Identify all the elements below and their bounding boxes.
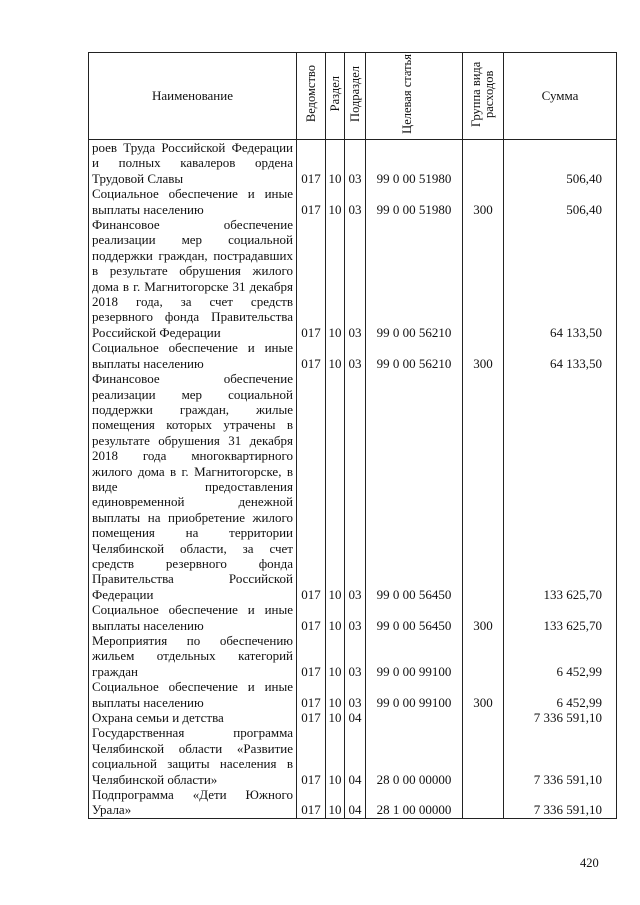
table-row [89, 710, 617, 725]
row-gruppa [463, 140, 504, 187]
header-gruppa: Группа вида расходов [469, 61, 496, 127]
row-tselevaya: 99 0 00 99100 [366, 679, 463, 710]
row-razdel: 10 [326, 787, 345, 818]
row-ved: 017 [297, 633, 326, 679]
row-ved: 017 [297, 787, 326, 818]
row-name: Охрана семьи и детства [89, 710, 297, 725]
row-tselevaya: 28 1 00 00000 [366, 787, 463, 818]
row-gruppa [463, 725, 504, 787]
row-podrazdel: 03 [345, 371, 366, 602]
row-sum: 7 336 591,10 [504, 787, 617, 818]
row-razdel: 10 [326, 371, 345, 602]
row-ved: 017 [297, 340, 326, 371]
row-ved: 017 [297, 140, 326, 187]
row-razdel: 10 [326, 725, 345, 787]
row-name: Государственная программа Челябинской области «Развитие социальной защиты населения в Челябинской области» [89, 725, 297, 787]
page-number: 420 [580, 856, 599, 870]
row-name: Финансовое обеспечение реализации мер социальной поддержки граждан, жилые помещения которых утрачены в результате обрушения 31 декабря 2018 года многоквартирного жилого дома в г. Магнитогорске, в виде предоставления единовременной денежной выплаты на приобретение жилого помещения на территории Челябинской области, за счет средств резервного фонда Правительства Российской Федерации [89, 371, 297, 602]
budget-table [88, 52, 617, 819]
row-sum: 64 133,50 [504, 340, 617, 371]
row-name: Мероприятия по обеспечению жильем отдельных категорий граждан [89, 633, 297, 679]
row-tselevaya: 99 0 00 56210 [366, 340, 463, 371]
row-gruppa: 300 [463, 186, 504, 217]
header-tselevaya-cell [366, 53, 463, 140]
row-podrazdel: 04 [345, 710, 366, 725]
row-podrazdel: 03 [345, 633, 366, 679]
row-razdel: 10 [326, 340, 345, 371]
row-ved: 017 [297, 186, 326, 217]
row-sum: 64 133,50 [504, 217, 617, 340]
table-row [89, 602, 617, 633]
row-razdel: 10 [326, 602, 345, 633]
row-sum: 6 452,99 [504, 679, 617, 710]
row-ved: 017 [297, 710, 326, 725]
row-tselevaya [366, 710, 463, 725]
table-header-row [89, 53, 617, 140]
row-gruppa [463, 633, 504, 679]
row-razdel: 10 [326, 140, 345, 187]
table-row [89, 186, 617, 217]
row-podrazdel: 03 [345, 140, 366, 187]
header-razdel-cell [326, 53, 345, 140]
row-razdel: 10 [326, 710, 345, 725]
table-row [89, 725, 617, 787]
row-name: Социальное обеспечение и иные выплаты населению [89, 340, 297, 371]
header-razdel: Раздел [328, 76, 342, 112]
row-gruppa [463, 787, 504, 818]
row-ved: 017 [297, 679, 326, 710]
row-sum: 133 625,70 [504, 602, 617, 633]
row-tselevaya: 99 0 00 51980 [366, 186, 463, 217]
row-gruppa [463, 217, 504, 340]
row-name: Социальное обеспечение и иные выплаты населению [89, 186, 297, 217]
row-razdel: 10 [326, 633, 345, 679]
row-sum: 7 336 591,10 [504, 725, 617, 787]
row-sum: 7 336 591,10 [504, 710, 617, 725]
row-ved: 017 [297, 217, 326, 340]
table-row [89, 140, 617, 187]
row-podrazdel: 03 [345, 602, 366, 633]
row-podrazdel: 04 [345, 725, 366, 787]
row-ved: 017 [297, 371, 326, 602]
row-tselevaya: 99 0 00 56450 [366, 602, 463, 633]
row-tselevaya: 99 0 00 56450 [366, 371, 463, 602]
row-tselevaya: 28 0 00 00000 [366, 725, 463, 787]
header-name: Наименование [89, 53, 297, 140]
budget-table-page [88, 52, 616, 819]
table-row [89, 340, 617, 371]
table-row [89, 679, 617, 710]
row-sum: 6 452,99 [504, 633, 617, 679]
row-sum: 506,40 [504, 186, 617, 217]
header-summa: Сумма [504, 53, 617, 140]
header-gruppa-cell [463, 53, 504, 140]
header-ved: Ведомство [304, 65, 318, 123]
row-name: Подпрограмма «Дети Южного Урала» [89, 787, 297, 818]
row-name: Социальное обеспечение и иные выплаты населению [89, 602, 297, 633]
row-tselevaya: 99 0 00 56210 [366, 217, 463, 340]
row-podrazdel: 03 [345, 186, 366, 217]
table-row [89, 371, 617, 602]
row-tselevaya: 99 0 00 51980 [366, 140, 463, 187]
row-name: Финансовое обеспечение реализации мер социальной поддержки граждан, пострадавших в результате обрушения жилого дома в г. Магнитогорске 31 декабря 2018 года, за счет средств резервного фонда Правительства Российской Федерации [89, 217, 297, 340]
table-row [89, 787, 617, 818]
row-podrazdel: 03 [345, 679, 366, 710]
row-podrazdel: 03 [345, 217, 366, 340]
row-tselevaya: 99 0 00 99100 [366, 633, 463, 679]
header-podrazdel-cell [345, 53, 366, 140]
row-gruppa: 300 [463, 679, 504, 710]
row-gruppa [463, 371, 504, 602]
row-ved: 017 [297, 725, 326, 787]
row-name: Социальное обеспечение и иные выплаты населению [89, 679, 297, 710]
table-row [89, 217, 617, 340]
row-gruppa: 300 [463, 340, 504, 371]
row-razdel: 10 [326, 186, 345, 217]
row-sum: 133 625,70 [504, 371, 617, 602]
row-podrazdel: 03 [345, 340, 366, 371]
row-sum: 506,40 [504, 140, 617, 187]
header-podrazdel: Подраздел [348, 66, 362, 122]
row-podrazdel: 04 [345, 787, 366, 818]
row-gruppa [463, 710, 504, 725]
header-tselevaya: Целевая статья [400, 54, 414, 134]
row-gruppa: 300 [463, 602, 504, 633]
row-ved: 017 [297, 602, 326, 633]
table-row [89, 633, 617, 679]
header-ved-cell [297, 53, 326, 140]
row-razdel: 10 [326, 217, 345, 340]
row-name: роев Труда Российской Федерации и полных кавалеров ордена Трудовой Славы [89, 140, 297, 187]
row-razdel: 10 [326, 679, 345, 710]
